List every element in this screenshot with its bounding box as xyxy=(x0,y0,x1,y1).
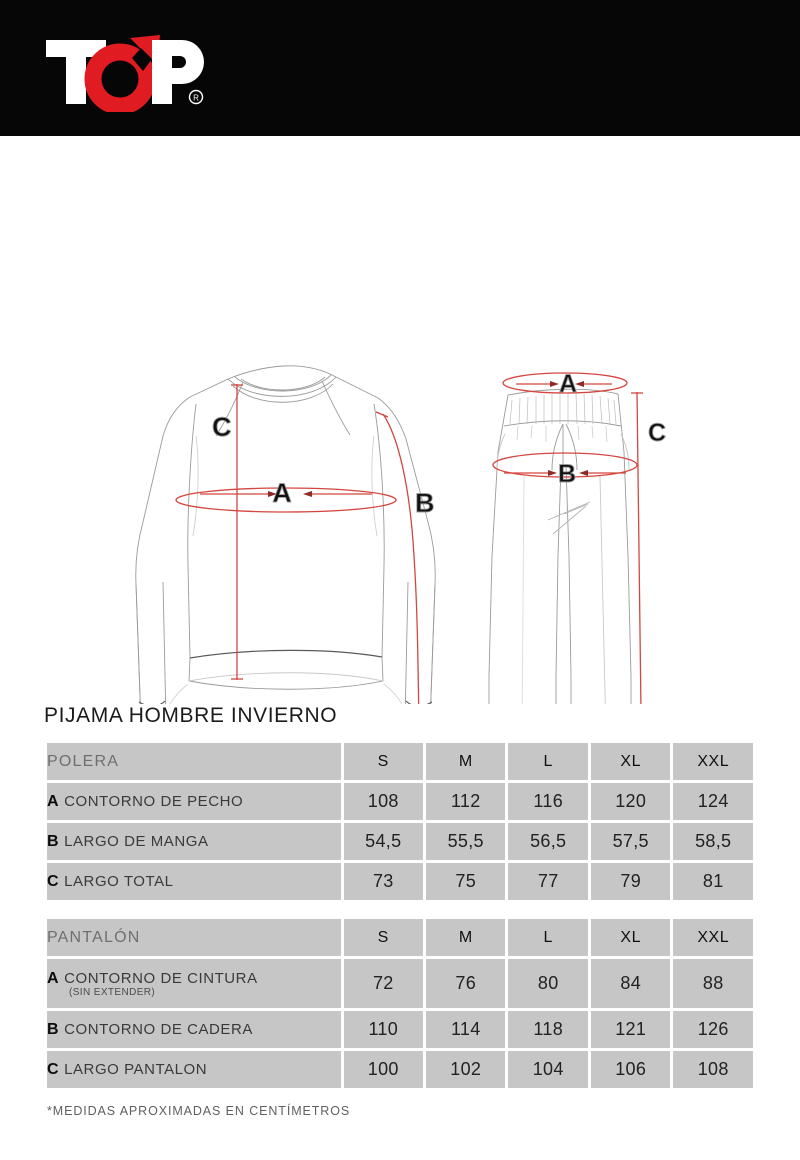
measure-text: CONTORNO DE PECHO xyxy=(64,792,244,810)
measure-key: C xyxy=(47,872,60,890)
pants-label-b: B xyxy=(557,460,577,488)
measurement-label-c-polera xyxy=(47,863,341,900)
cell-value: 84 xyxy=(591,959,670,1008)
sweater-outline xyxy=(136,366,435,704)
sweater-label-a: A xyxy=(272,478,292,508)
cell-value: 118 xyxy=(508,1011,587,1048)
measurement-label-a-polera xyxy=(47,783,341,820)
cell-value: 106 xyxy=(591,1051,670,1088)
measure-c-line-pants xyxy=(637,392,642,704)
measure-key: B xyxy=(47,832,60,850)
cell-value: 77 xyxy=(508,863,587,900)
table-pantalon xyxy=(44,916,756,1091)
cell-value: 55,5 xyxy=(426,823,505,860)
illustrations-svg xyxy=(0,136,800,704)
table-category-polera: POLERA xyxy=(47,743,341,780)
cell-value: 75 xyxy=(426,863,505,900)
measure-subtext: (SIN EXTENDER) xyxy=(69,986,156,998)
cell-value: 102 xyxy=(426,1051,505,1088)
cell-value: 80 xyxy=(508,959,587,1008)
registered-mark-letter: R xyxy=(193,93,199,103)
table-row xyxy=(47,959,753,1008)
table-row xyxy=(47,863,753,900)
cell-value: 108 xyxy=(673,1051,753,1088)
cell-value: 57,5 xyxy=(591,823,670,860)
table-polera xyxy=(44,740,756,903)
size-header-xl: XL xyxy=(591,743,670,780)
cell-value: 116 xyxy=(508,783,587,820)
cell-value: 72 xyxy=(344,959,423,1008)
table-category-pantalon: PANTALÓN xyxy=(47,919,341,956)
measurement-label-a-pantalon xyxy=(47,959,341,1008)
table-header-row-pantalon xyxy=(47,919,753,956)
cell-value: 108 xyxy=(344,783,423,820)
measurement-label-c-pantalon xyxy=(47,1051,341,1088)
pants-outline xyxy=(489,389,631,704)
cell-value: 121 xyxy=(591,1011,670,1048)
size-header-m: M xyxy=(426,919,505,956)
size-header-xxl: XXL xyxy=(673,919,753,956)
garment-illustrations xyxy=(0,136,800,704)
top-logo xyxy=(44,26,214,112)
measure-text: LARGO TOTAL xyxy=(64,872,174,890)
pants-label-c: C xyxy=(648,419,667,447)
cell-value: 79 xyxy=(591,863,670,900)
size-header-xxl: XXL xyxy=(673,743,753,780)
size-header-l: L xyxy=(508,743,587,780)
table-row xyxy=(47,1051,753,1088)
pants-label-a: A xyxy=(558,370,578,398)
measurement-label-b-pantalon xyxy=(47,1011,341,1048)
measure-b-line-sweater xyxy=(383,414,419,704)
brand-header-band xyxy=(0,0,800,136)
cell-value: 76 xyxy=(426,959,505,1008)
measurement-label-b-polera xyxy=(47,823,341,860)
cell-value: 126 xyxy=(673,1011,753,1048)
measure-text: CONTORNO DE CINTURA xyxy=(64,969,258,987)
cell-value: 100 xyxy=(344,1051,423,1088)
table-row xyxy=(47,783,753,820)
sweater-label-b: B xyxy=(415,488,435,518)
cell-value: 56,5 xyxy=(508,823,587,860)
cell-value: 114 xyxy=(426,1011,505,1048)
measure-text: CONTORNO DE CADERA xyxy=(64,1020,253,1038)
cell-value: 104 xyxy=(508,1051,587,1088)
table-row xyxy=(47,823,753,860)
cell-value: 58,5 xyxy=(673,823,753,860)
size-header-s: S xyxy=(344,919,423,956)
table-header-row-polera xyxy=(47,743,753,780)
table-row xyxy=(47,1011,753,1048)
cell-value: 110 xyxy=(344,1011,423,1048)
cell-value: 54,5 xyxy=(344,823,423,860)
measure-key: A xyxy=(47,792,60,810)
cell-value: 81 xyxy=(673,863,753,900)
measure-text: LARGO PANTALON xyxy=(64,1060,208,1078)
cell-value: 112 xyxy=(426,783,505,820)
cell-value: 88 xyxy=(673,959,753,1008)
measurement-footnote: *MEDIDAS APROXIMADAS EN CENTÍMETROS xyxy=(47,1104,351,1118)
size-header-m: M xyxy=(426,743,505,780)
size-header-l: L xyxy=(508,919,587,956)
measure-key: A xyxy=(47,969,60,987)
sweater-label-c: C xyxy=(212,412,232,442)
measure-text: LARGO DE MANGA xyxy=(64,832,209,850)
top-logo-svg xyxy=(44,26,214,112)
cell-value: 124 xyxy=(673,783,753,820)
size-chart-content xyxy=(0,704,800,1118)
page-title: PIJAMA HOMBRE INVIERNO xyxy=(44,704,338,727)
measure-key: C xyxy=(47,1060,60,1078)
cell-value: 120 xyxy=(591,783,670,820)
measure-key: B xyxy=(47,1020,60,1038)
size-header-s: S xyxy=(344,743,423,780)
size-header-xl: XL xyxy=(591,919,670,956)
cell-value: 73 xyxy=(344,863,423,900)
